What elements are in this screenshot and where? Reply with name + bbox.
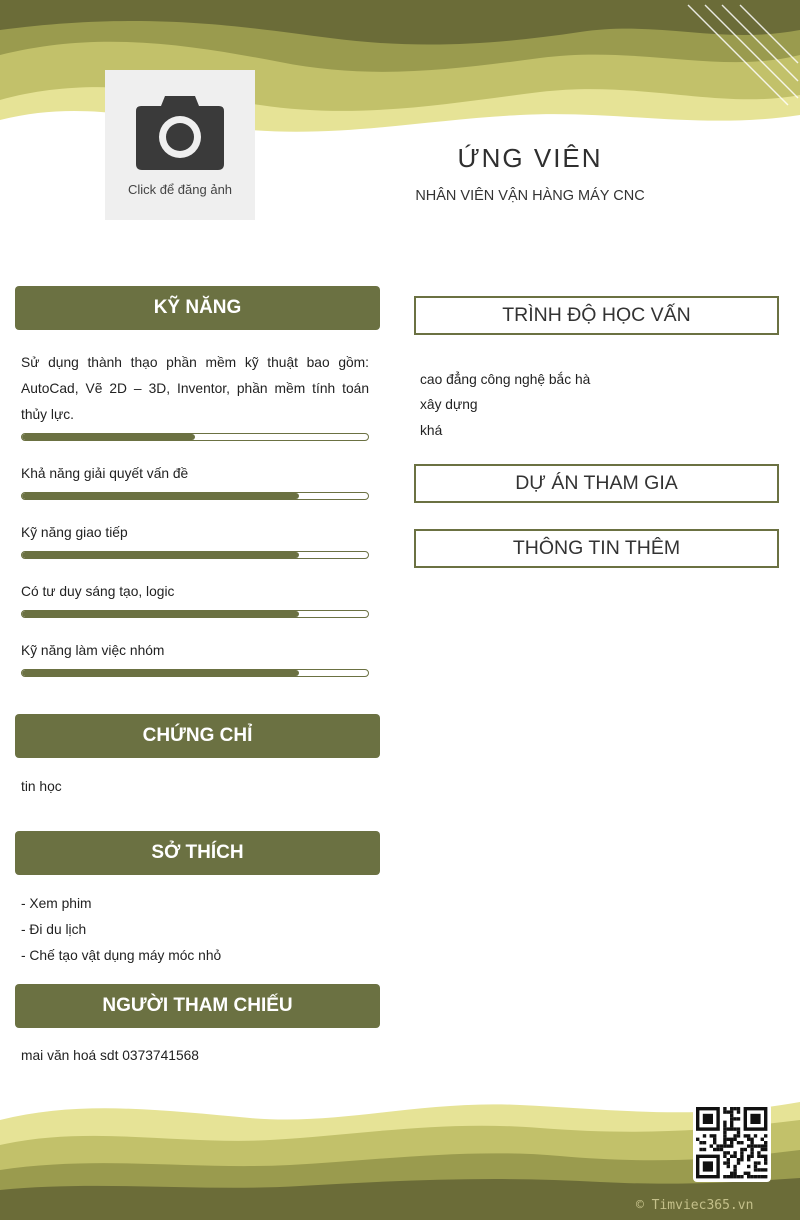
certificate-item: tin học (21, 779, 62, 794)
footer-brand: © Timviec365.vn (636, 1198, 754, 1213)
education-school: cao đẳng công nghệ bắc hà (420, 372, 591, 387)
education-major: xây dựng (420, 397, 478, 412)
qr-code-image (693, 1104, 771, 1182)
photo-upload[interactable] (105, 70, 255, 220)
hobby-item: - Chế tạo vật dụng máy móc nhỏ (21, 948, 222, 963)
camera-icon (135, 92, 225, 172)
references-header: NGƯỜI THAM CHIẾU (15, 984, 380, 1028)
skill-bar (21, 610, 369, 618)
qr-code[interactable] (693, 1104, 771, 1182)
skill-label: Có tư duy sáng tạo, logic (21, 584, 175, 599)
additional-info-header: THÔNG TIN THÊM (414, 529, 779, 568)
skill-bar (21, 669, 369, 677)
skill-label: Khả năng giải quyết vấn đề (21, 466, 189, 481)
candidate-name: ỨNG VIÊN (457, 143, 603, 173)
hobby-item: - Xem phim (21, 896, 92, 911)
education-grade: khá (420, 423, 443, 438)
skill-label: Kỹ năng làm việc nhóm (21, 643, 165, 658)
hobbies-header: SỞ THÍCH (15, 831, 380, 875)
reference-text: mai văn hoá sdt 0373741568 (21, 1048, 199, 1063)
skill-bar (21, 433, 369, 441)
skill-bar (21, 551, 369, 559)
skill-bar (21, 492, 369, 500)
photo-upload-label: Click để đăng ảnh (127, 182, 233, 197)
skill-label: Sử dụng thành thạo phần mềm kỹ thuật bao gồm: AutoCad, Vẽ 2D – 3D, Inventor, phần mềm tính toán thủy lực. (21, 355, 369, 422)
hobby-item: - Đi du lịch (21, 922, 87, 937)
skill-fill (22, 670, 299, 676)
education-header: TRÌNH ĐỘ HỌC VẤN (414, 296, 779, 335)
skill-label: Kỹ năng giao tiếp (21, 525, 128, 540)
projects-header: DỰ ÁN THAM GIA (414, 464, 779, 503)
skill-fill (22, 493, 299, 499)
skill-fill (22, 434, 195, 440)
skill-fill (22, 611, 299, 617)
skill-fill (22, 552, 299, 558)
skills-header: KỸ NĂNG (15, 286, 380, 330)
candidate-position: NHÂN VIÊN VẬN HÀNG MÁY CNC (415, 188, 645, 204)
certificates-header: CHỨNG CHỈ (15, 714, 380, 758)
